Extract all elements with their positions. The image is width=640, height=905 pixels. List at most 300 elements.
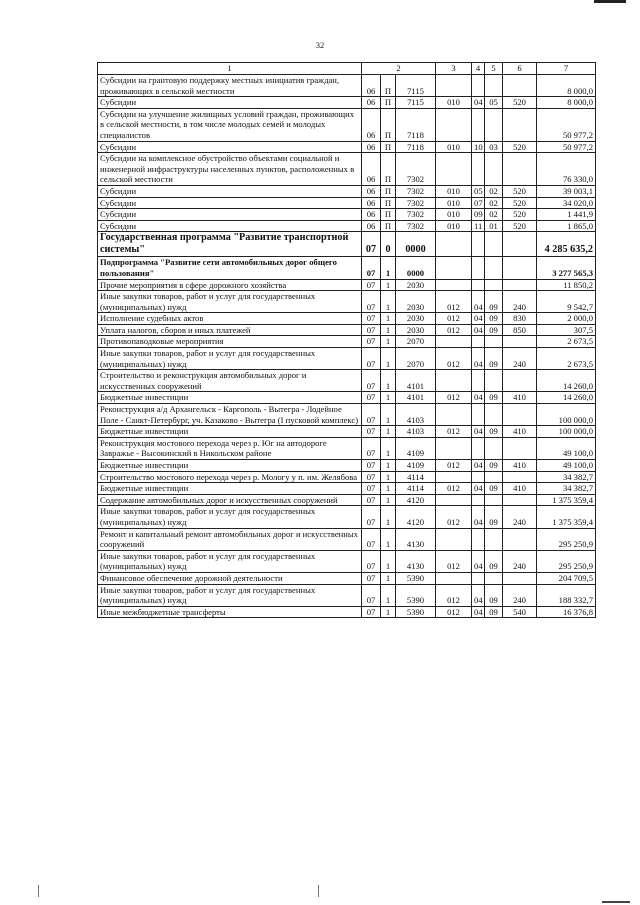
admin-code [436,528,472,550]
target-code: 07 [362,528,381,550]
section-code: 04 [472,483,485,495]
table-row [98,75,596,97]
row-name: Строительство и реконструкция автомобильных дорог и искусственных сооружений [98,370,362,392]
direction-code: 0000 [396,232,436,257]
amount: 2 673,5 [537,336,596,348]
direction-code: 4114 [396,471,436,483]
table-row [98,483,596,495]
subsection-code [485,153,503,186]
section-code [472,75,485,97]
amount: 34 020,0 [537,197,596,209]
subsection-code: 09 [485,392,503,404]
subsection-code [485,528,503,550]
subsection-code: 02 [485,185,503,197]
expense-type-code: 520 [503,185,537,197]
admin-code [436,471,472,483]
scan-mark-left [38,885,39,897]
program-code: 1 [381,348,396,370]
budget-table [97,62,596,618]
program-code: 0 [381,232,396,257]
target-code: 06 [362,97,381,109]
admin-code [436,494,472,506]
direction-code: 2030 [396,324,436,336]
target-code: 07 [362,494,381,506]
expense-type-code: 520 [503,141,537,153]
target-code: 07 [362,279,381,291]
target-code: 07 [362,232,381,257]
expense-type-code: 410 [503,426,537,438]
subsection-code: 09 [485,606,503,618]
row-name: Содержание автомобильных дорог и искусственных сооружений [98,494,362,506]
subsection-code: 09 [485,291,503,313]
table-row [98,606,596,618]
target-code: 07 [362,506,381,528]
row-name: Бюджетные инвестиции [98,460,362,472]
admin-code: 012 [436,291,472,313]
program-code: 1 [381,257,396,279]
section-code: 10 [472,141,485,153]
expense-type-code [503,471,537,483]
target-code: 07 [362,483,381,495]
target-code: 07 [362,572,381,584]
amount: 76 330,0 [537,153,596,186]
table-row [98,185,596,197]
admin-code: 010 [436,185,472,197]
table-row [98,584,596,606]
program-code: П [381,75,396,97]
row-name: Подпрограмма "Развитие сети автомобильных дорог общего пользования" [98,257,362,279]
section-code: 04 [472,291,485,313]
target-code: 07 [362,606,381,618]
program-code: 1 [381,506,396,528]
row-name: Прочие мероприятия в сфере дорожного хозяйства [98,279,362,291]
amount: 9 542,7 [537,291,596,313]
column-header: 6 [503,63,537,75]
row-name: Субсидии [98,185,362,197]
expense-type-code: 240 [503,584,537,606]
target-code: 07 [362,437,381,459]
program-code: 1 [381,313,396,325]
column-header: 3 [436,63,472,75]
section-code: 11 [472,220,485,232]
target-code: 07 [362,550,381,572]
program-code: 1 [381,336,396,348]
amount: 295 250,9 [537,528,596,550]
section-code: 04 [472,348,485,370]
target-code: 07 [362,460,381,472]
program-code: 1 [381,324,396,336]
direction-code: 4120 [396,494,436,506]
section-code: 09 [472,209,485,221]
admin-code [436,336,472,348]
table-row [98,471,596,483]
direction-code: 7302 [396,185,436,197]
section-code: 04 [472,584,485,606]
admin-code [436,75,472,97]
table-row [98,209,596,221]
page-number: 32 [315,40,325,50]
table-row [98,494,596,506]
section-code [472,153,485,186]
table-row [98,232,596,257]
row-name: Иные закупки товаров, работ и услуг для государственных (муниципальных) нужд [98,291,362,313]
direction-code: 2030 [396,279,436,291]
direction-code: 4109 [396,437,436,459]
row-name: Субсидии [98,141,362,153]
expense-type-code [503,232,537,257]
row-name: Противопаводковые мероприятия [98,336,362,348]
table-row [98,348,596,370]
program-code: 1 [381,370,396,392]
amount: 14 260,0 [537,392,596,404]
expense-type-code [503,437,537,459]
expense-type-code: 520 [503,220,537,232]
scan-mark-center [318,885,319,897]
column-header: 5 [485,63,503,75]
subsection-code [485,75,503,97]
program-code: 1 [381,279,396,291]
admin-code: 012 [436,426,472,438]
target-code: 07 [362,324,381,336]
row-name: Субсидии [98,209,362,221]
admin-code: 012 [436,348,472,370]
program-code: 1 [381,471,396,483]
expense-type-code: 520 [503,209,537,221]
expense-type-code: 520 [503,97,537,109]
subsection-code [485,370,503,392]
admin-code: 010 [436,197,472,209]
program-code: 1 [381,550,396,572]
expense-type-code [503,572,537,584]
direction-code: 2070 [396,348,436,370]
section-code [472,232,485,257]
subsection-code: 09 [485,483,503,495]
admin-code [436,404,472,426]
subsection-code [485,336,503,348]
amount: 11 850,2 [537,279,596,291]
admin-code: 012 [436,313,472,325]
target-code: 06 [362,197,381,209]
table-row [98,197,596,209]
program-code: 1 [381,584,396,606]
table-row [98,572,596,584]
direction-code: 5390 [396,584,436,606]
section-code: 04 [472,460,485,472]
table-row [98,257,596,279]
amount: 39 003,1 [537,185,596,197]
subsection-code [485,437,503,459]
row-name: Ремонт и капитальный ремонт автомобильных дорог и искусственных сооружений [98,528,362,550]
column-header: 4 [472,63,485,75]
target-code: 06 [362,75,381,97]
program-code: 1 [381,460,396,472]
program-code: П [381,97,396,109]
expense-type-code [503,404,537,426]
row-name: Субсидии на грантовую поддержку местных инициатив граждан, проживающих в сельской местности [98,75,362,97]
admin-code: 012 [436,584,472,606]
amount: 50 977,2 [537,141,596,153]
section-code [472,108,485,141]
admin-code: 010 [436,209,472,221]
subsection-code [485,108,503,141]
table-row [98,506,596,528]
section-code [472,572,485,584]
section-code: 04 [472,313,485,325]
section-code [472,257,485,279]
section-code [472,370,485,392]
section-code: 04 [472,506,485,528]
target-code: 07 [362,348,381,370]
expense-type-code: 410 [503,460,537,472]
amount: 16 376,8 [537,606,596,618]
table-row [98,460,596,472]
program-code: 1 [381,291,396,313]
subsection-code [485,471,503,483]
amount: 204 709,5 [537,572,596,584]
row-name: Иные закупки товаров, работ и услуг для государственных (муниципальных) нужд [98,584,362,606]
column-header-row [98,63,596,75]
direction-code: 4103 [396,426,436,438]
section-code [472,528,485,550]
direction-code: 4130 [396,550,436,572]
subsection-code: 02 [485,209,503,221]
program-code: 1 [381,572,396,584]
amount: 49 100,0 [537,460,596,472]
admin-code [436,370,472,392]
row-name: Финансовое обеспечение дорожной деятельности [98,572,362,584]
row-name: Субсидии на комплексное обустройство объектами социальной и инженерной инфраструктуры населенных пунктов, расположенных в сельской местности [98,153,362,186]
subsection-code: 09 [485,460,503,472]
amount: 1 375 359,4 [537,506,596,528]
amount: 188 332,7 [537,584,596,606]
program-code: П [381,153,396,186]
subsection-code [485,572,503,584]
table-row [98,404,596,426]
section-code: 07 [472,197,485,209]
expense-type-code: 240 [503,550,537,572]
expense-type-code [503,75,537,97]
row-name: Уплата налогов, сборов и иных платежей [98,324,362,336]
section-code [472,279,485,291]
admin-code [436,153,472,186]
program-code: П [381,220,396,232]
expense-type-code [503,257,537,279]
admin-code: 010 [436,97,472,109]
direction-code: 5390 [396,572,436,584]
amount: 295 250,9 [537,550,596,572]
row-name: Субсидии [98,97,362,109]
subsection-code: 01 [485,220,503,232]
target-code: 07 [362,313,381,325]
table-row [98,291,596,313]
direction-code: 7115 [396,75,436,97]
target-code: 07 [362,257,381,279]
subsection-code: 09 [485,584,503,606]
direction-code: 7302 [396,153,436,186]
subsection-code: 09 [485,426,503,438]
expense-type-code: 410 [503,392,537,404]
admin-code: 012 [436,550,472,572]
expense-type-code [503,336,537,348]
amount: 8 000,0 [537,97,596,109]
direction-code: 2030 [396,291,436,313]
target-code: 07 [362,392,381,404]
table-row [98,153,596,186]
expense-type-code: 850 [503,324,537,336]
expense-type-code [503,108,537,141]
row-name: Реконструкция а/д Архангельск - Каргополь - Вытегра - Лодейное Поле - Санкт-Петербург, уч. Казаково - Вытегра (I пусковой комплекс) [98,404,362,426]
direction-code: 2030 [396,313,436,325]
subsection-code: 09 [485,313,503,325]
table-row [98,426,596,438]
direction-code: 4103 [396,404,436,426]
row-name: Реконструкция мостового перехода через р. Юг на автодороге Завражье - Высокинский в Никольском районе [98,437,362,459]
direction-code: 4101 [396,370,436,392]
program-code: 1 [381,437,396,459]
program-code: П [381,185,396,197]
admin-code [436,279,472,291]
column-header: 1 [98,63,362,75]
target-code: 07 [362,426,381,438]
target-code: 07 [362,291,381,313]
program-code: 1 [381,483,396,495]
row-name: Субсидии на улучшение жилищных условий граждан, проживающих в сельской местности, в том числе молодых семей и молодых специалистов [98,108,362,141]
expense-type-code: 240 [503,291,537,313]
program-code: 1 [381,528,396,550]
subsection-code [485,279,503,291]
subsection-code: 09 [485,324,503,336]
row-name: Субсидии [98,220,362,232]
table-row [98,437,596,459]
admin-code: 010 [436,141,472,153]
row-name: Иные межбюджетные трансферты [98,606,362,618]
section-code [472,437,485,459]
expense-type-code: 410 [503,483,537,495]
direction-code: 4101 [396,392,436,404]
expense-type-code [503,528,537,550]
program-code: П [381,209,396,221]
section-code: 04 [472,324,485,336]
target-code: 06 [362,141,381,153]
target-code: 07 [362,370,381,392]
amount: 307,5 [537,324,596,336]
section-code [472,494,485,506]
amount: 49 100,0 [537,437,596,459]
amount: 2 000,0 [537,313,596,325]
section-code: 04 [472,550,485,572]
row-name: Иные закупки товаров, работ и услуг для государственных (муниципальных) нужд [98,550,362,572]
subsection-code: 05 [485,97,503,109]
subsection-code: 09 [485,550,503,572]
direction-code: 0000 [396,257,436,279]
amount: 3 277 565,3 [537,257,596,279]
amount: 14 260,0 [537,370,596,392]
admin-code: 012 [436,460,472,472]
direction-code: 4130 [396,528,436,550]
direction-code: 7302 [396,209,436,221]
target-code: 06 [362,108,381,141]
expense-type-code: 540 [503,606,537,618]
target-code: 06 [362,209,381,221]
expense-type-code: 830 [503,313,537,325]
subsection-code [485,232,503,257]
section-code [472,336,485,348]
row-name: Иные закупки товаров, работ и услуг для государственных (муниципальных) нужд [98,506,362,528]
amount: 2 673,5 [537,348,596,370]
table-row [98,528,596,550]
direction-code: 7302 [396,220,436,232]
target-code: 07 [362,471,381,483]
column-header: 2 [362,63,436,75]
target-code: 07 [362,404,381,426]
expense-type-code [503,279,537,291]
subsection-code: 03 [485,141,503,153]
row-name: Иные закупки товаров, работ и услуг для государственных (муниципальных) нужд [98,348,362,370]
row-name: Бюджетные инвестиции [98,483,362,495]
program-code: 1 [381,606,396,618]
section-code: 05 [472,185,485,197]
amount: 4 285 635,2 [537,232,596,257]
direction-code: 5390 [396,606,436,618]
row-name: Субсидии [98,197,362,209]
program-code: 1 [381,494,396,506]
expense-type-code: 240 [503,348,537,370]
section-code: 04 [472,97,485,109]
admin-code: 012 [436,506,472,528]
direction-code: 7118 [396,108,436,141]
program-code: П [381,197,396,209]
expense-type-code [503,153,537,186]
admin-code [436,232,472,257]
row-name: Государственная программа "Развитие транспортной системы" [98,232,362,257]
amount: 1 375 359,4 [537,494,596,506]
subsection-code [485,494,503,506]
table-row [98,279,596,291]
amount: 50 977,2 [537,108,596,141]
row-name: Исполнение судебных актов [98,313,362,325]
direction-code: 4109 [396,460,436,472]
row-name: Строительство мостового перехода через р. Мологу у п. им. Желябова [98,471,362,483]
amount: 1 865,0 [537,220,596,232]
expense-type-code [503,370,537,392]
table-row [98,324,596,336]
table-row [98,141,596,153]
direction-code: 4120 [396,506,436,528]
admin-code [436,572,472,584]
admin-code: 012 [436,392,472,404]
row-name: Бюджетные инвестиции [98,426,362,438]
amount: 34 382,7 [537,483,596,495]
scan-mark-top [594,0,626,3]
table-row [98,108,596,141]
expense-type-code [503,494,537,506]
target-code: 07 [362,584,381,606]
subsection-code: 09 [485,348,503,370]
admin-code [436,437,472,459]
program-code: 1 [381,404,396,426]
subsection-code: 09 [485,506,503,528]
table-row [98,550,596,572]
section-code [472,471,485,483]
program-code: 1 [381,426,396,438]
target-code: 07 [362,336,381,348]
amount: 100 000,0 [537,426,596,438]
admin-code [436,108,472,141]
section-code: 04 [472,392,485,404]
scan-mark-bottom [602,901,630,903]
section-code: 04 [472,426,485,438]
admin-code: 012 [436,324,472,336]
